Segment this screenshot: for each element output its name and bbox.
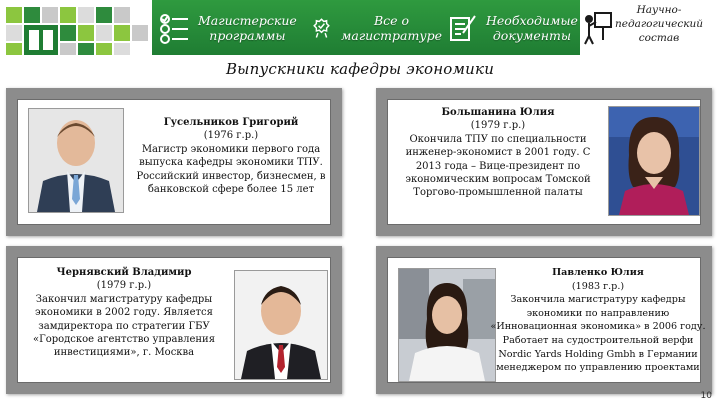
bio-line: Закончила магистратуру кафедры [510,294,686,306]
portrait-woman-icon [609,107,699,215]
bio-line: Магистр экономики первого года [141,143,321,155]
nav-label-line2: программы [209,27,286,43]
nav-label [198,13,297,43]
bio-line: банковской сфере более 15 лет [147,184,315,196]
graduate-name: Гусельников Григорий [163,117,299,128]
graduate-name: Чернявский Владимир [56,267,192,278]
bio-line: (1979 г.р.) [96,280,152,292]
nav-label-line1: Научно- [636,4,682,16]
graduate-photo [234,270,328,380]
bio-line: менеджером по управлению проектами [496,362,700,374]
bio-line: инвестициями», г. Москва [53,347,195,359]
nav-item-faculty[interactable] [600,3,718,45]
graduate-card [6,246,342,394]
bio-line: экономическим вопросам Томской [405,174,591,186]
bio-line: (1976 г.р.) [203,130,259,142]
bio-line: (1979 г.р.) [470,120,526,132]
graduate-bio [20,266,228,360]
bio-line: Торгово-промышленной палаты [413,187,583,199]
page-title: Выпускники кафедры экономики [225,60,495,78]
nav-label-line2: магистратуре [341,27,442,43]
bio-line: «Инновационная экономика» в 2006 году. [490,321,706,333]
bio-line: (1983 г.р.) [571,280,625,292]
bio-line: Российский инвестор, бизнесмен, в [136,170,326,182]
nav-label [486,13,578,43]
portrait-woman-icon [399,269,495,381]
header [0,0,720,62]
bio-line: Nordic Yards Holding Gmbh в Германии [498,348,698,360]
portrait-man-icon [235,271,327,379]
graduate-bio [490,266,706,375]
bio-line: Работает на судостроительной верфи [502,334,694,346]
graduate-card [376,88,712,236]
graduate-name: Большанина Юлия [441,107,555,118]
portrait-man-icon [29,109,123,212]
bio-line: инженер-экономист в 2001 году. С [405,147,591,159]
gear-check-icon [312,13,331,43]
graduate-bio [390,106,606,200]
nav-label-line2: документы [492,27,572,43]
bio-line: замдиректора по стратегии ГБУ [38,320,210,332]
bio-line: экономики по направлению [526,307,670,319]
bio-line: Окончила ТПУ по специальности [409,133,587,145]
nav-label-line3: состав [638,32,680,44]
tpu-logo [2,3,152,57]
bio-line: выпуска кафедры экономики ТПУ. [139,157,323,169]
graduate-name: Павленко Юлия [552,267,644,278]
nav-item-programs[interactable] [158,0,298,55]
checklist-icon [158,11,192,45]
bio-line: 2013 года – Вице-президент по [415,160,581,172]
bio-line: «Городское агентство управления [32,334,216,346]
graduate-card [6,88,342,236]
page-number: 10 [700,391,712,401]
document-pen-icon [448,13,478,43]
graduate-bio [126,116,336,196]
graduate-photo [608,106,700,216]
bio-line: экономики в 2002 году. Является [35,307,213,319]
nav-label-line1: Необходимые [486,12,578,28]
nav-label-line1: Магистерские [198,12,297,28]
nav-item-about-masters[interactable] [312,0,442,55]
nav-item-documents[interactable] [448,0,578,55]
bio-line: Закончил магистратуру кафедры [35,293,213,305]
graduate-card [376,246,712,394]
nav-label-line2: педагогический [614,18,703,30]
nav-bar [152,0,580,55]
nav-label-line1: Все о [373,12,410,28]
graduate-photo [28,108,124,213]
graduate-photo [398,268,496,382]
nav-label [341,13,442,43]
